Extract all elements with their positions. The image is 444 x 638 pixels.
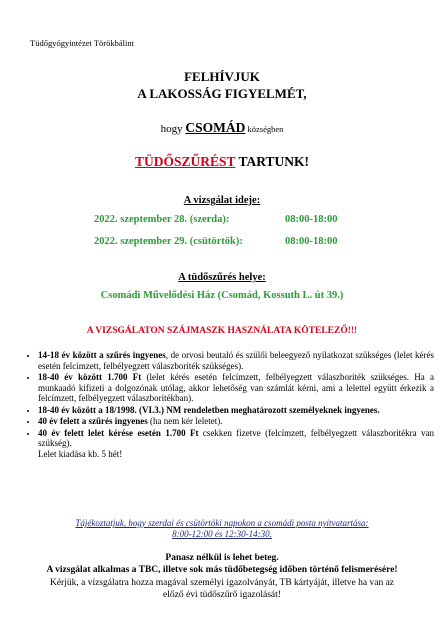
list-item-text: , de orvosi beutaló és szülői beleegyező nyilatkozat szükséges (lelet kérés esetén felcímzett, felbélyegzett válaszboríték szükséges). bbox=[38, 350, 434, 371]
footer-line-2: A vizsgálat alkalmas a TBC, illetve sok más tüdőbetegség időben történő felismerésére! bbox=[46, 565, 398, 575]
title-line-2: A LAKOSSÁG FIGYELMÉT, bbox=[137, 86, 307, 101]
footer-line-4: előző évi tüdőszűrő igazolását! bbox=[163, 590, 281, 600]
event-line bbox=[0, 154, 444, 170]
subtitle-post: községben bbox=[245, 124, 284, 134]
time-heading: A vizsgálat ideje: bbox=[183, 195, 261, 206]
list-item-bold: 14-18 év között a szűrés ingyenes bbox=[38, 350, 166, 360]
subtitle-pre: hogy bbox=[160, 123, 186, 135]
list-item-bold: 40 év felett a szűrés ingyenes bbox=[38, 416, 148, 426]
event-rest: TARTUNK! bbox=[235, 154, 309, 169]
list-item bbox=[38, 350, 434, 371]
place-heading: A tüdőszűrés helye: bbox=[178, 272, 266, 283]
event-word: TÜDŐSZŰRÉST bbox=[135, 154, 236, 169]
list-item-bold: 18-40 év között a 18/1998. (VI.3.) NM rendeletben meghatározott személyeknek ingyenes. bbox=[38, 404, 380, 415]
mask-notice: A VIZSGÁLATON SZÁJMASZK HASZNÁLATA KÖTELEZŐ!!! bbox=[86, 326, 358, 336]
post-info-line-2: 8:00-12:00 és 12:30-14:30. bbox=[172, 529, 272, 539]
list-item bbox=[38, 416, 434, 427]
list-item bbox=[38, 428, 434, 460]
post-info-line-1: Tájékoztatjuk, hogy szerdai és csütörtöki napokon a csomádi posta nyitvatartása: bbox=[75, 518, 369, 528]
date-row-1-time: 08:00-18:00 bbox=[285, 214, 338, 225]
list-item-text: csekken fizetve (felcímzett, felbélyegzett válaszborítékra van szükség). bbox=[38, 427, 434, 448]
list-item-bold: 18-40 év között 1.700 Ft bbox=[38, 372, 142, 382]
list-item-text: (ha nem kér leletet). bbox=[147, 416, 223, 426]
date-row-2-time: 08:00-18:00 bbox=[285, 236, 338, 247]
list-item-text: (lelet kérés esetén felcímzett, felbélyegzett válaszboríték szükséges. Ha a munkaadó kifizeti a dolgozónak utólag, akkor lehetőség van számlát kérni, ami a lelettel együtt érkezik a felcímzett, felbélyegzett válaszborítékban). bbox=[38, 372, 435, 403]
date-row-1-date: 2022. szeptember 28. (szerda): bbox=[94, 214, 230, 225]
date-row-2-date: 2022. szeptember 29. (csütörtök): bbox=[94, 236, 243, 247]
header-org: Tüdőgyógyintézet Törökbálint bbox=[30, 38, 134, 48]
lelet-note: Lelet kiadása kb. 5 hét! bbox=[38, 448, 123, 459]
title-line-1: FELHÍVJUK bbox=[184, 69, 260, 84]
footer-line-3: Kérjük, a vizsgálatra hozza magával személyi igazolványát, TB kártyáját, illetve ha van az bbox=[49, 578, 395, 588]
footer-line-1: Panasz nélkül is lehet beteg. bbox=[165, 553, 279, 563]
subtitle bbox=[0, 120, 444, 136]
subtitle-place: CSOMÁD bbox=[185, 120, 246, 135]
list-item bbox=[38, 405, 434, 416]
place-text: Csomádi Művelődési Ház (Csomád, Kossuth L. út 39.) bbox=[100, 290, 344, 301]
list-item-bold: 40 év felett lelet kérése esetén 1.700 Ft bbox=[38, 427, 199, 438]
pricing-list bbox=[26, 350, 434, 460]
list-item bbox=[38, 372, 434, 404]
